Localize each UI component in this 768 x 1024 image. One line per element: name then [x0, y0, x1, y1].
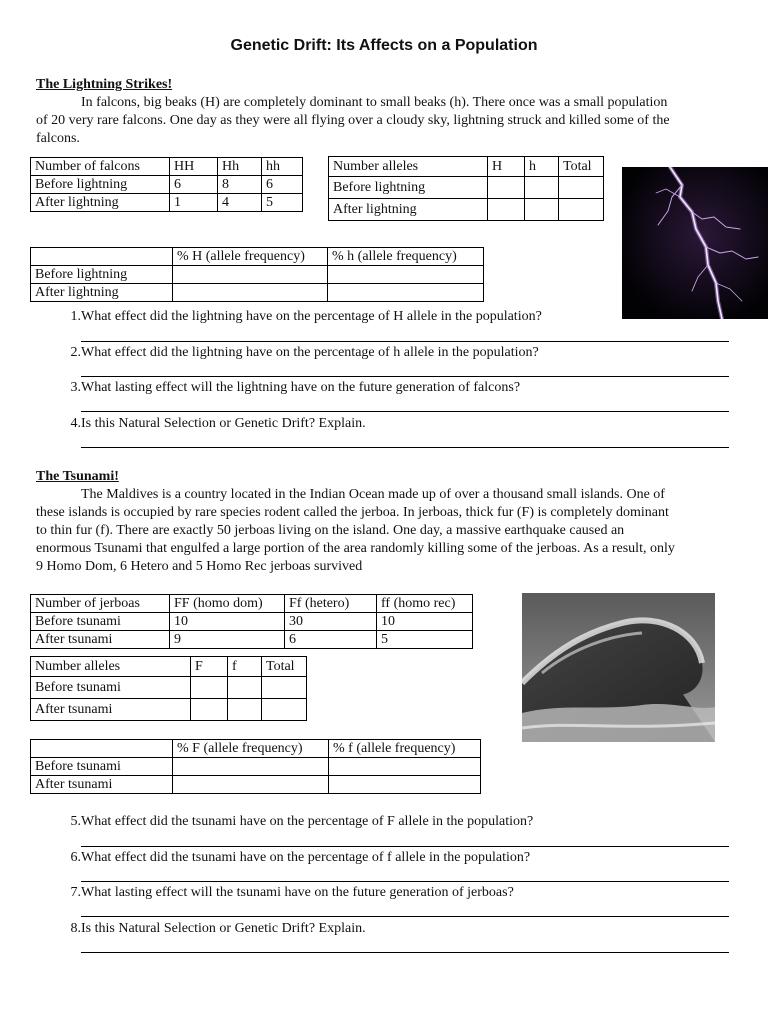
paragraph-line: enormous Tsunami that engulfed a large portion of the area randomly killing some of the jerboas. As a result, only — [36, 541, 675, 556]
table-row — [329, 199, 604, 221]
question-number: 6. — [70, 850, 81, 865]
table-header: Number alleles — [31, 657, 191, 677]
table-row — [31, 677, 307, 699]
answer-cell[interactable] — [191, 699, 228, 721]
answer-cell[interactable] — [328, 284, 484, 302]
table-header: Ff (hetero) — [285, 595, 377, 613]
table-header: FF (homo dom) — [170, 595, 285, 613]
table-header: ff (homo rec) — [377, 595, 473, 613]
answer-cell[interactable] — [262, 677, 307, 699]
table-cell: Before lightning — [31, 266, 173, 284]
table-cell: 6 — [170, 176, 218, 194]
table-cell: 6 — [285, 631, 377, 649]
table-header: % F (allele frequency) — [173, 740, 329, 758]
table-header: Number of falcons — [31, 158, 170, 176]
falcon-frequency-table — [30, 247, 484, 302]
question-2 — [56, 345, 539, 361]
table-cell: After tsunami — [31, 776, 173, 794]
answer-cell[interactable] — [173, 284, 328, 302]
question-1 — [56, 309, 542, 325]
question-3 — [56, 380, 521, 396]
paragraph-line: of 20 very rare falcons. One day as they were all flying over a cloudy sky, lightning struck and killed some of the — [36, 113, 670, 128]
answer-cell[interactable] — [525, 199, 559, 221]
table-row — [31, 595, 473, 613]
question-7 — [56, 885, 514, 901]
table-cell: 8 — [218, 176, 262, 194]
answer-cell[interactable] — [173, 758, 329, 776]
table-row — [329, 177, 604, 199]
answer-cell[interactable] — [328, 266, 484, 284]
table-row — [31, 699, 307, 721]
table-row — [31, 657, 307, 677]
question-text: What effect did the lightning have on the percentage of h allele in the population? — [81, 345, 539, 360]
question-number: 1. — [70, 309, 81, 324]
table-cell: Before tsunami — [31, 758, 173, 776]
table-cell: 1 — [170, 194, 218, 212]
answer-cell[interactable] — [191, 677, 228, 699]
intro-paragraph-tsunami — [36, 486, 756, 576]
table-header: H — [488, 157, 525, 177]
question-text: Is this Natural Selection or Genetic Drift? Explain. — [81, 921, 366, 936]
question-number: 8. — [70, 921, 81, 936]
table-row — [31, 776, 481, 794]
question-text: What lasting effect will the tsunami have on the future generation of jerboas? — [81, 885, 514, 900]
table-header — [31, 740, 173, 758]
question-4 — [56, 416, 366, 432]
table-header: F — [191, 657, 228, 677]
table-header: Number of jerboas — [31, 595, 170, 613]
table-cell: 9 — [170, 631, 285, 649]
table-cell: After tsunami — [31, 631, 170, 649]
answer-cell[interactable] — [559, 177, 604, 199]
question-number: 4. — [70, 416, 81, 431]
answer-line[interactable] — [81, 881, 729, 882]
table-cell: 10 — [377, 613, 473, 631]
answer-line[interactable] — [81, 447, 729, 448]
question-number: 7. — [70, 885, 81, 900]
table-header: % H (allele frequency) — [173, 248, 328, 266]
section-heading-lightning: The Lightning Strikes! — [36, 77, 173, 92]
table-cell: Before tsunami — [31, 677, 191, 699]
table-row — [329, 157, 604, 177]
question-text: What lasting effect will the lightning have on the future generation of falcons? — [81, 380, 521, 395]
falcon-allele-table — [328, 156, 604, 221]
answer-cell[interactable] — [488, 199, 525, 221]
table-row — [31, 266, 484, 284]
table-cell: 5 — [262, 194, 303, 212]
table-cell: 5 — [377, 631, 473, 649]
table-header: Number alleles — [329, 157, 488, 177]
question-text: What effect did the tsunami have on the percentage of F allele in the population? — [81, 814, 534, 829]
question-5 — [56, 814, 534, 830]
table-header: Hh — [218, 158, 262, 176]
paragraph-line: to thin fur (f). There are exactly 50 jerboas living on the island. One day, a massive earthquake caused an — [36, 523, 625, 538]
answer-cell[interactable] — [329, 776, 481, 794]
question-8 — [56, 921, 366, 937]
table-row — [31, 248, 484, 266]
section-heading-tsunami: The Tsunami! — [36, 469, 119, 484]
table-cell: After lightning — [31, 284, 173, 302]
paragraph-line: In falcons, big beaks (H) are completely dominant to small beaks (h). There once was a small population — [81, 95, 668, 110]
answer-line[interactable] — [81, 952, 729, 953]
table-row — [31, 284, 484, 302]
table-cell: 4 — [218, 194, 262, 212]
table-cell: Before tsunami — [31, 613, 170, 631]
answer-cell[interactable] — [228, 699, 262, 721]
jerboa-genotype-table — [30, 594, 473, 649]
table-row — [31, 758, 481, 776]
question-number: 5. — [70, 814, 81, 829]
table-row — [31, 194, 303, 212]
table-row — [31, 740, 481, 758]
table-row — [31, 158, 303, 176]
answer-cell[interactable] — [228, 677, 262, 699]
question-number: 2. — [70, 345, 81, 360]
table-cell: Before lightning — [329, 177, 488, 199]
table-cell: 10 — [170, 613, 285, 631]
table-cell: 6 — [262, 176, 303, 194]
paragraph-line: 9 Homo Dom, 6 Hetero and 5 Homo Rec jerboas survived — [36, 559, 363, 574]
table-header: f — [228, 657, 262, 677]
intro-paragraph-lightning — [36, 94, 736, 148]
answer-line[interactable] — [81, 916, 729, 917]
paragraph-line: falcons. — [36, 131, 80, 146]
falcon-genotype-table — [30, 157, 303, 212]
answer-cell[interactable] — [329, 758, 481, 776]
table-header: h — [525, 157, 559, 177]
jerboa-allele-table — [30, 656, 307, 721]
table-cell: After lightning — [329, 199, 488, 221]
question-6 — [56, 850, 531, 866]
wave-photo-icon — [522, 593, 715, 742]
table-row — [31, 176, 303, 194]
answer-cell[interactable] — [262, 699, 307, 721]
jerboa-frequency-table — [30, 739, 481, 794]
table-header: % f (allele frequency) — [329, 740, 481, 758]
answer-line[interactable] — [81, 411, 729, 412]
answer-cell[interactable] — [525, 177, 559, 199]
answer-line[interactable] — [81, 376, 729, 377]
table-header — [31, 248, 173, 266]
answer-line[interactable] — [81, 846, 729, 847]
table-header: % h (allele frequency) — [328, 248, 484, 266]
page-title: Genetic Drift: Its Affects on a Population — [230, 37, 538, 54]
paragraph-line: The Maldives is a country located in the Indian Ocean made up of over a thousand small islands. One of — [81, 487, 665, 502]
answer-line[interactable] — [81, 341, 729, 342]
table-header: hh — [262, 158, 303, 176]
table-header: HH — [170, 158, 218, 176]
table-header: Total — [559, 157, 604, 177]
table-cell: After tsunami — [31, 699, 191, 721]
question-number: 3. — [70, 380, 81, 395]
question-text: Is this Natural Selection or Genetic Drift? Explain. — [81, 416, 366, 431]
answer-cell[interactable] — [173, 266, 328, 284]
paragraph-line: these islands is occupied by rare species rodent called the jerboa. In jerboas, thick fur (F) is completely dominant — [36, 505, 669, 520]
table-header: Total — [262, 657, 307, 677]
answer-cell[interactable] — [559, 199, 604, 221]
answer-cell[interactable] — [173, 776, 329, 794]
table-cell: 30 — [285, 613, 377, 631]
table-row — [31, 631, 473, 649]
question-text: What effect did the tsunami have on the percentage of f allele in the population? — [81, 850, 531, 865]
table-cell: Before lightning — [31, 176, 170, 194]
question-text: What effect did the lightning have on the percentage of H allele in the population? — [81, 309, 542, 324]
lightning-photo-icon — [622, 167, 768, 319]
answer-cell[interactable] — [488, 177, 525, 199]
table-cell: After lightning — [31, 194, 170, 212]
table-row — [31, 613, 473, 631]
